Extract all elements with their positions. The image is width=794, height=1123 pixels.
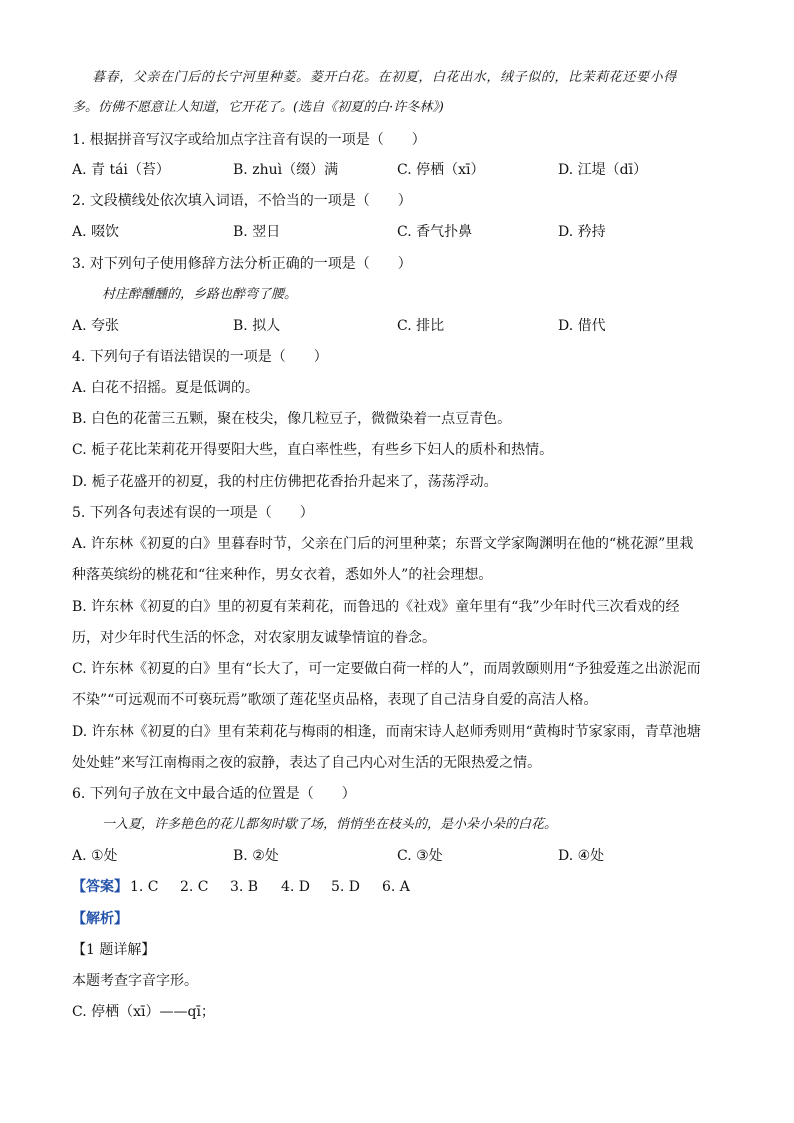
question-5-option-d-line-2: 处处蛙”来写江南梅雨之夜的寂静，表达了自己内心对生活的无限热爱之情。 bbox=[72, 755, 542, 771]
question-4-option-a: A. 白花不招摇。夏是低调的。 bbox=[72, 380, 260, 396]
answer-item: 5. D bbox=[331, 879, 361, 895]
answer-label: 【答案】 bbox=[72, 879, 128, 895]
question-3-option-d: D. 借代 bbox=[558, 318, 606, 334]
question-1-option-c: C. 停栖（xī） bbox=[397, 162, 485, 178]
analysis-q1-line-2: C. 停栖（xī）——qī； bbox=[72, 1004, 215, 1020]
question-1-option-b: B. zhuì（缀）满 bbox=[233, 162, 339, 178]
question-5-option-d-line-1: D. 许东林《初夏的白》里有茉莉花与梅雨的相逢，而南宋诗人赵师秀则用“黄梅时节家家雨，青草池塘 bbox=[72, 724, 701, 740]
question-1-option-a: A. 青 tái（苔） bbox=[72, 162, 170, 178]
answer-item: 6. A bbox=[382, 879, 410, 895]
passage-line-1: 暮春，父亲在门后的长宁河里种菱。菱开白花。在初夏，白花出水，绒子似的，比茉莉花还要小得 bbox=[92, 70, 677, 85]
question-4-stem: 4. 下列句子有语法错误的一项是（ ） bbox=[72, 349, 328, 365]
question-5-option-a-line-2: 种落英缤纷的桃花和“往来种作，男女衣着，悉如外人”的社会理想。 bbox=[72, 567, 493, 583]
question-6-stem: 6. 下列句子放在文中最合适的位置是（ ） bbox=[72, 786, 356, 802]
question-1-stem: 1. 根据拼音写汉字或给加点字注音有误的一项是（ ） bbox=[72, 132, 426, 148]
question-1-option-d: D. 江堤（dī） bbox=[558, 162, 648, 178]
answer-item: 4. D bbox=[281, 879, 311, 895]
question-5-option-a-line-1: A. 许东林《初夏的白》里暮春时节，父亲在门后的河里种菜；东晋文学家陶渊明在他的“桃花源”里栽 bbox=[72, 536, 694, 552]
passage-line-2: 多。仿佛不愿意让人知道，它开花了。(选自《初夏的白·许冬林》) bbox=[72, 100, 444, 115]
question-5-option-b-line-2: 历，对少年时代生活的怀念，对农家朋友诚挚情谊的眷念。 bbox=[72, 630, 436, 646]
question-2-option-a: A. 啜饮 bbox=[72, 224, 120, 240]
question-3-option-c: C. 排比 bbox=[397, 318, 445, 334]
analysis-q1-line-1: 本题考查字音字形。 bbox=[72, 973, 198, 989]
question-4-option-b: B. 白色的花蕾三五颗，聚在枝尖，像几粒豆子，微微染着一点豆青色。 bbox=[72, 411, 512, 427]
question-6-quote: 一入夏，许多艳色的花儿都匆时歇了场，悄悄坐在枝头的，是小朵小朵的白花。 bbox=[102, 817, 558, 832]
question-5-stem: 5. 下列各句表述有误的一项是（ ） bbox=[72, 505, 314, 521]
answer-item: 1. C bbox=[130, 879, 159, 895]
question-6-option-b: B. ②处 bbox=[233, 848, 279, 864]
question-3-option-b: B. 拟人 bbox=[233, 318, 281, 334]
question-4-option-c: C. 栀子花比茉莉花开得要阳大些，直白率性些，有些乡下妇人的质朴和热情。 bbox=[72, 442, 554, 458]
question-5-option-c-line-2: 不染”“可远观而不可亵玩焉”歌颂了莲花坚贞品格，表现了自己洁身自爱的高洁人格。 bbox=[72, 692, 598, 708]
question-2-option-c: C. 香气扑鼻 bbox=[397, 224, 473, 240]
question-3-option-a: A. 夸张 bbox=[72, 318, 120, 334]
question-5-option-c-line-1: C. 许东林《初夏的白》里有“长大了，可一定要做白荷一样的人”，而周敦颐则用“予独爱莲之出淤泥而 bbox=[72, 661, 701, 677]
question-2-option-d: D. 矜持 bbox=[558, 224, 606, 240]
answer-item: 2. C bbox=[180, 879, 209, 895]
question-2-stem: 2. 文段横线处依次填入词语，不恰当的一项是（ ） bbox=[72, 193, 412, 209]
question-6-option-a: A. ①处 bbox=[72, 848, 118, 864]
question-3-stem: 3. 对下列句子使用修辞方法分析正确的一项是（ ） bbox=[72, 256, 412, 272]
analysis-q1-title: 【1 题详解】 bbox=[72, 942, 156, 958]
answer-item: 3. B bbox=[230, 879, 259, 895]
analysis-label: 【解析】 bbox=[72, 911, 128, 927]
question-4-option-d: D. 栀子花盛开的初夏，我的村庄仿佛把花香抬升起来了，荡荡浮动。 bbox=[72, 474, 498, 490]
question-5-option-b-line-1: B. 许东林《初夏的白》里的初夏有茉莉花，而鲁迅的《社戏》童年里有“我”少年时代三次看戏的经 bbox=[72, 599, 680, 615]
question-2-option-b: B. 翌日 bbox=[233, 224, 281, 240]
question-3-quote: 村庄醉醺醺的，乡路也醉弯了腰。 bbox=[102, 287, 298, 302]
question-6-option-c: C. ③处 bbox=[397, 848, 443, 864]
question-6-option-d: D. ④处 bbox=[558, 848, 605, 864]
